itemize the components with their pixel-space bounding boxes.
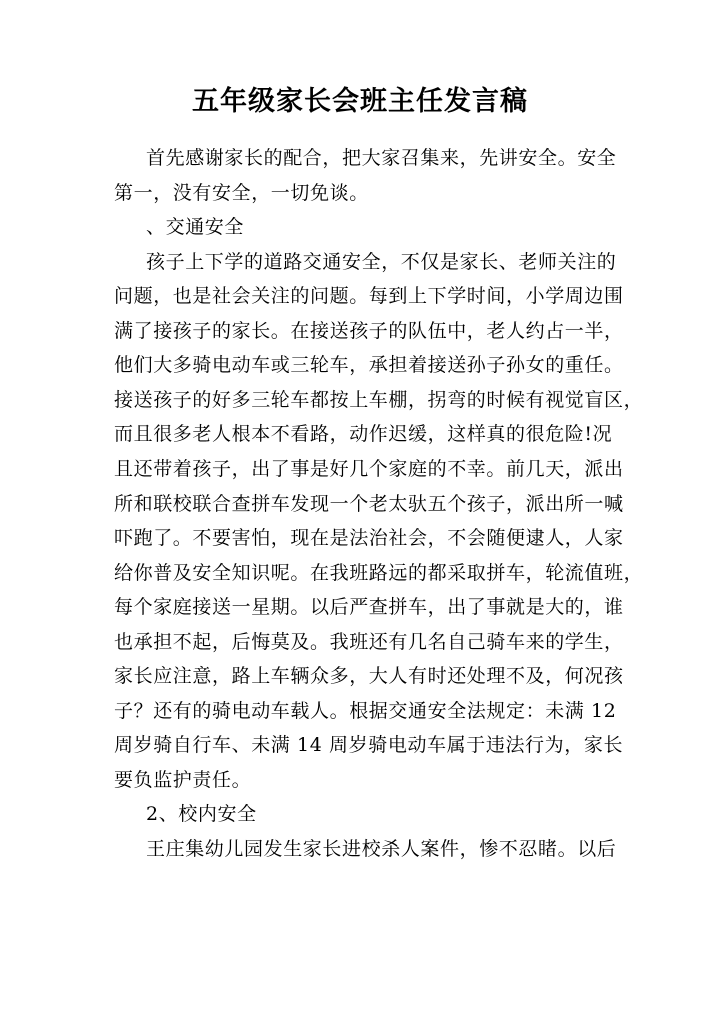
body-line: 第一，没有安全，一切免谈。: [114, 182, 369, 204]
document-title: 五年级家长会班主任发言稿: [192, 86, 528, 117]
body-line: 且还带着孩子，出了事是好几个家庭的不幸。前几天，派出: [114, 458, 624, 480]
body-line: 他们大多骑电动车或三轮车，承担着接送孙子孙女的重任。: [114, 354, 624, 376]
body-line: 接送孩子的好多三轮车都按上车棚，拐弯的时候有视觉盲区，: [114, 389, 644, 411]
body-line: 每个家庭接送一星期。以后严查拼车，出了事就是大的，谁: [114, 596, 624, 618]
body-line: 首先感谢家长的配合，把大家召集来，先讲安全。安全: [146, 147, 617, 169]
body-line: 王庄集幼儿园发生家长进校杀人案件，惨不忍睹。以后: [146, 838, 617, 860]
body-line: 而且很多老人根本不看路，动作迟缓，这样真的很危险!况: [114, 423, 613, 445]
body-line: 要负监护责任。: [114, 769, 252, 791]
body-line: 家长应注意，路上车辆众多，大人有时还处理不及，何况孩: [114, 665, 624, 687]
body-line: 子？还有的骑电动车载人。根据交通安全法规定：未满 12: [114, 700, 617, 722]
body-line: 所和联校联合查拼车发现一个老太驮五个孩子，派出所一喊: [114, 493, 624, 515]
body-line: 给你普及安全知识呢。在我班路远的都采取拼车，轮流值班，: [114, 562, 644, 584]
body-line: 满了接孩子的家长。在接送孩子的队伍中，老人约占一半，: [114, 320, 624, 342]
body-line: 周岁骑自行车、未满 14 周岁骑电动车属于违法行为，家长: [114, 734, 624, 756]
body-line: 、交通安全: [146, 216, 245, 238]
body-line: 孩子上下学的道路交通安全，不仅是家长、老师关注的: [146, 251, 617, 273]
body-line: 吓跑了。不要害怕，现在是法治社会，不会随便逮人，人家: [114, 527, 624, 549]
body-line: 问题，也是社会关注的问题。每到上下学时间，小学周边围: [114, 285, 624, 307]
body-line: 也承担不起，后悔莫及。我班还有几名自己骑车来的学生，: [114, 631, 624, 653]
body-line: 2、校内安全: [146, 803, 257, 825]
